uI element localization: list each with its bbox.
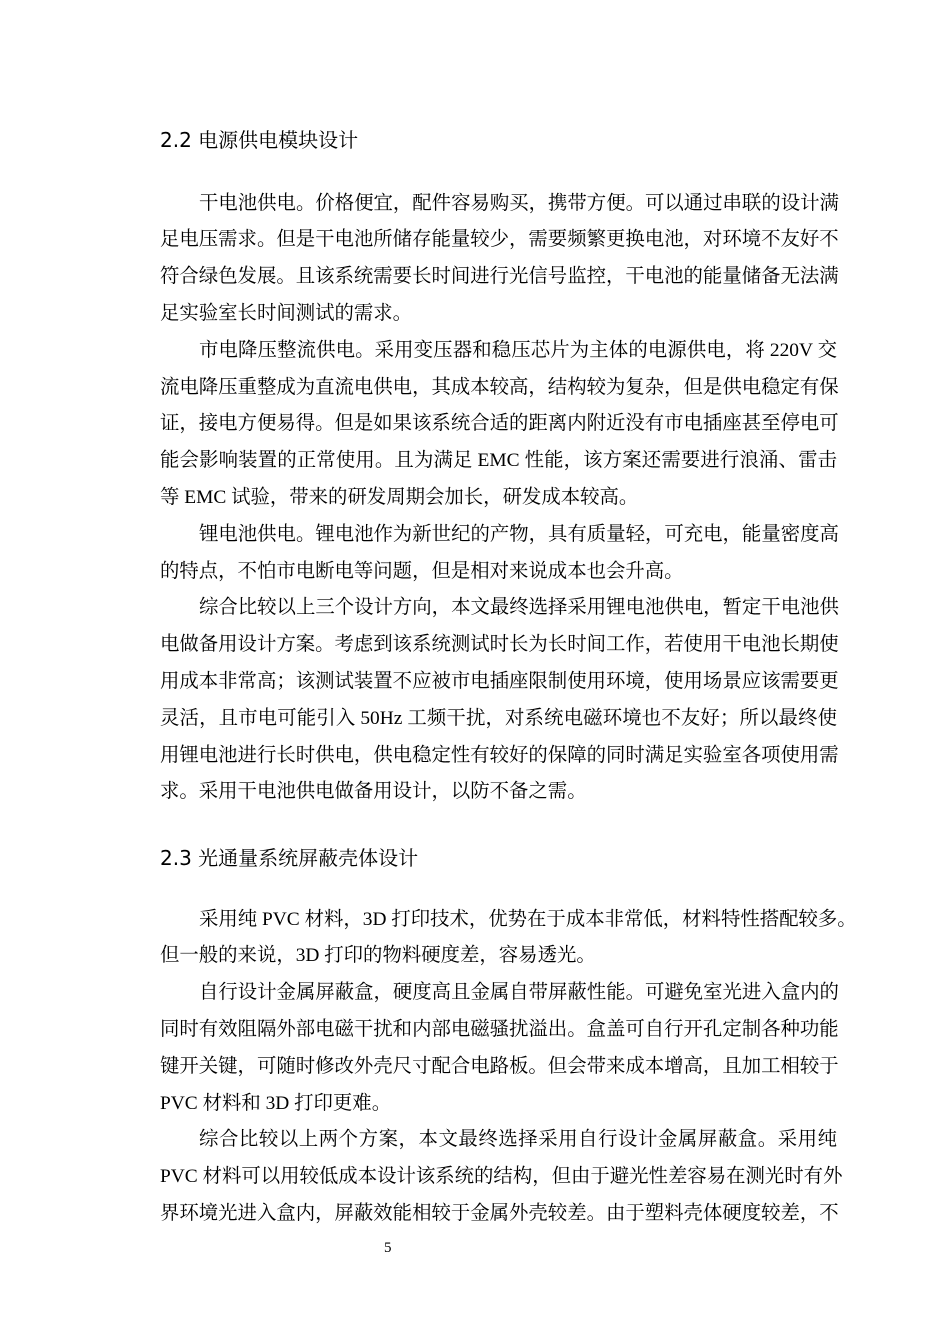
- text-line: 流电降压重整成为直流电供电，其成本较高，结构较为复杂，但是供电稳定有保: [160, 376, 839, 398]
- text-line: 界环境光进入盒内，屏蔽效能相较于金属外壳较差。由于塑料壳体硬度较差，不: [160, 1202, 839, 1224]
- text-line: 等 EMC 试验，带来的研发周期会加长，研发成本较高。: [160, 486, 639, 508]
- text-line: 用锂电池进行长时供电，供电稳定性有较好的保障的同时满足实验室各项使用需: [160, 744, 839, 766]
- text-line: 但一般的来说，3D 打印的物料硬度差，容易透光。: [160, 945, 596, 967]
- paragraph: [160, 975, 837, 1122]
- text-line: PVC 材料可以用较低成本设计该系统的结构，但由于避光性差容易在测光时有外: [160, 1166, 843, 1188]
- paragraph: [160, 333, 837, 517]
- text-line: PVC 材料和 3D 打印更难。: [160, 1092, 392, 1114]
- text-line: 用成本非常高；该测试装置不应被市电插座限制使用环境，使用场景应该需要更: [160, 670, 839, 692]
- paragraph: [160, 517, 837, 591]
- text-line: 综合比较以上两个方案，本文最终选择采用自行设计金属屏蔽盒。采用纯: [199, 1129, 837, 1151]
- paragraph: [160, 186, 837, 333]
- text-line: 符合绿色发展。且该系统需要长时间进行光信号监控，干电池的能量储备无法满: [160, 266, 839, 288]
- page-number: 5: [384, 1240, 392, 1256]
- section-heading-2-2: 2.2 电源供电模块设计: [160, 128, 359, 152]
- paragraph: [160, 902, 857, 976]
- text-line: 求。采用干电池供电做备用设计，以防不备之需。: [160, 781, 587, 803]
- text-line: 自行设计金属屏蔽盒，硬度高且金属自带屏蔽性能。可避免室光进入盒内的: [199, 982, 839, 1004]
- text-line: 的特点，不怕市电断电等问题，但是相对来说成本也会升高。: [160, 560, 684, 582]
- text-line: 综合比较以上三个设计方向，本文最终选择采用锂电池供电，暂定干电池供: [199, 597, 839, 619]
- text-line: 足实验室长时间测试的需求。: [160, 302, 413, 324]
- text-line: 键开关键，可随时修改外壳尺寸配合电路板。但会带来成本增高，且加工相较于: [160, 1055, 839, 1077]
- text-line: 同时有效阻隔外部电磁干扰和内部电磁骚扰溢出。盒盖可自行开孔定制各种功能: [160, 1018, 839, 1040]
- text-line: 采用纯 PVC 材料，3D 打印技术，优势在于成本非常低，材料特性搭配较多。: [199, 908, 857, 930]
- paragraph: [160, 1122, 843, 1232]
- text-line: 市电降压整流供电。采用变压器和稳压芯片为主体的电源供电，将 220V 交: [199, 339, 837, 361]
- text-line: 锂电池供电。锂电池作为新世纪的产物，具有质量轻，可充电，能量密度高: [199, 523, 839, 545]
- text-line: 足电压需求。但是干电池所储存能量较少，需要频繁更换电池，对环境不友好不: [160, 229, 839, 251]
- paragraph: [160, 590, 837, 811]
- section-heading-2-3: 2.3 光通量系统屏蔽壳体设计: [160, 846, 419, 870]
- text-line: 干电池供电。价格便宜，配件容易购买，携带方便。可以通过串联的设计满: [199, 192, 839, 214]
- section-2-3-body: [160, 902, 857, 1233]
- text-line: 电做备用设计方案。考虑到该系统测试时长为长时间工作，若使用干电池长期使: [160, 634, 839, 656]
- text-line: 能会影响装置的正常使用。且为满足 EMC 性能，该方案还需要进行浪涌、雷击: [160, 450, 837, 472]
- text-line: 灵活，且市电可能引入 50Hz 工频干扰，对系统电磁环境也不友好；所以最终使: [160, 707, 837, 729]
- section-2-2-body: [160, 186, 837, 812]
- text-line: 证，接电方便易得。但是如果该系统合适的距离内附近没有市电插座甚至停电可: [160, 413, 839, 435]
